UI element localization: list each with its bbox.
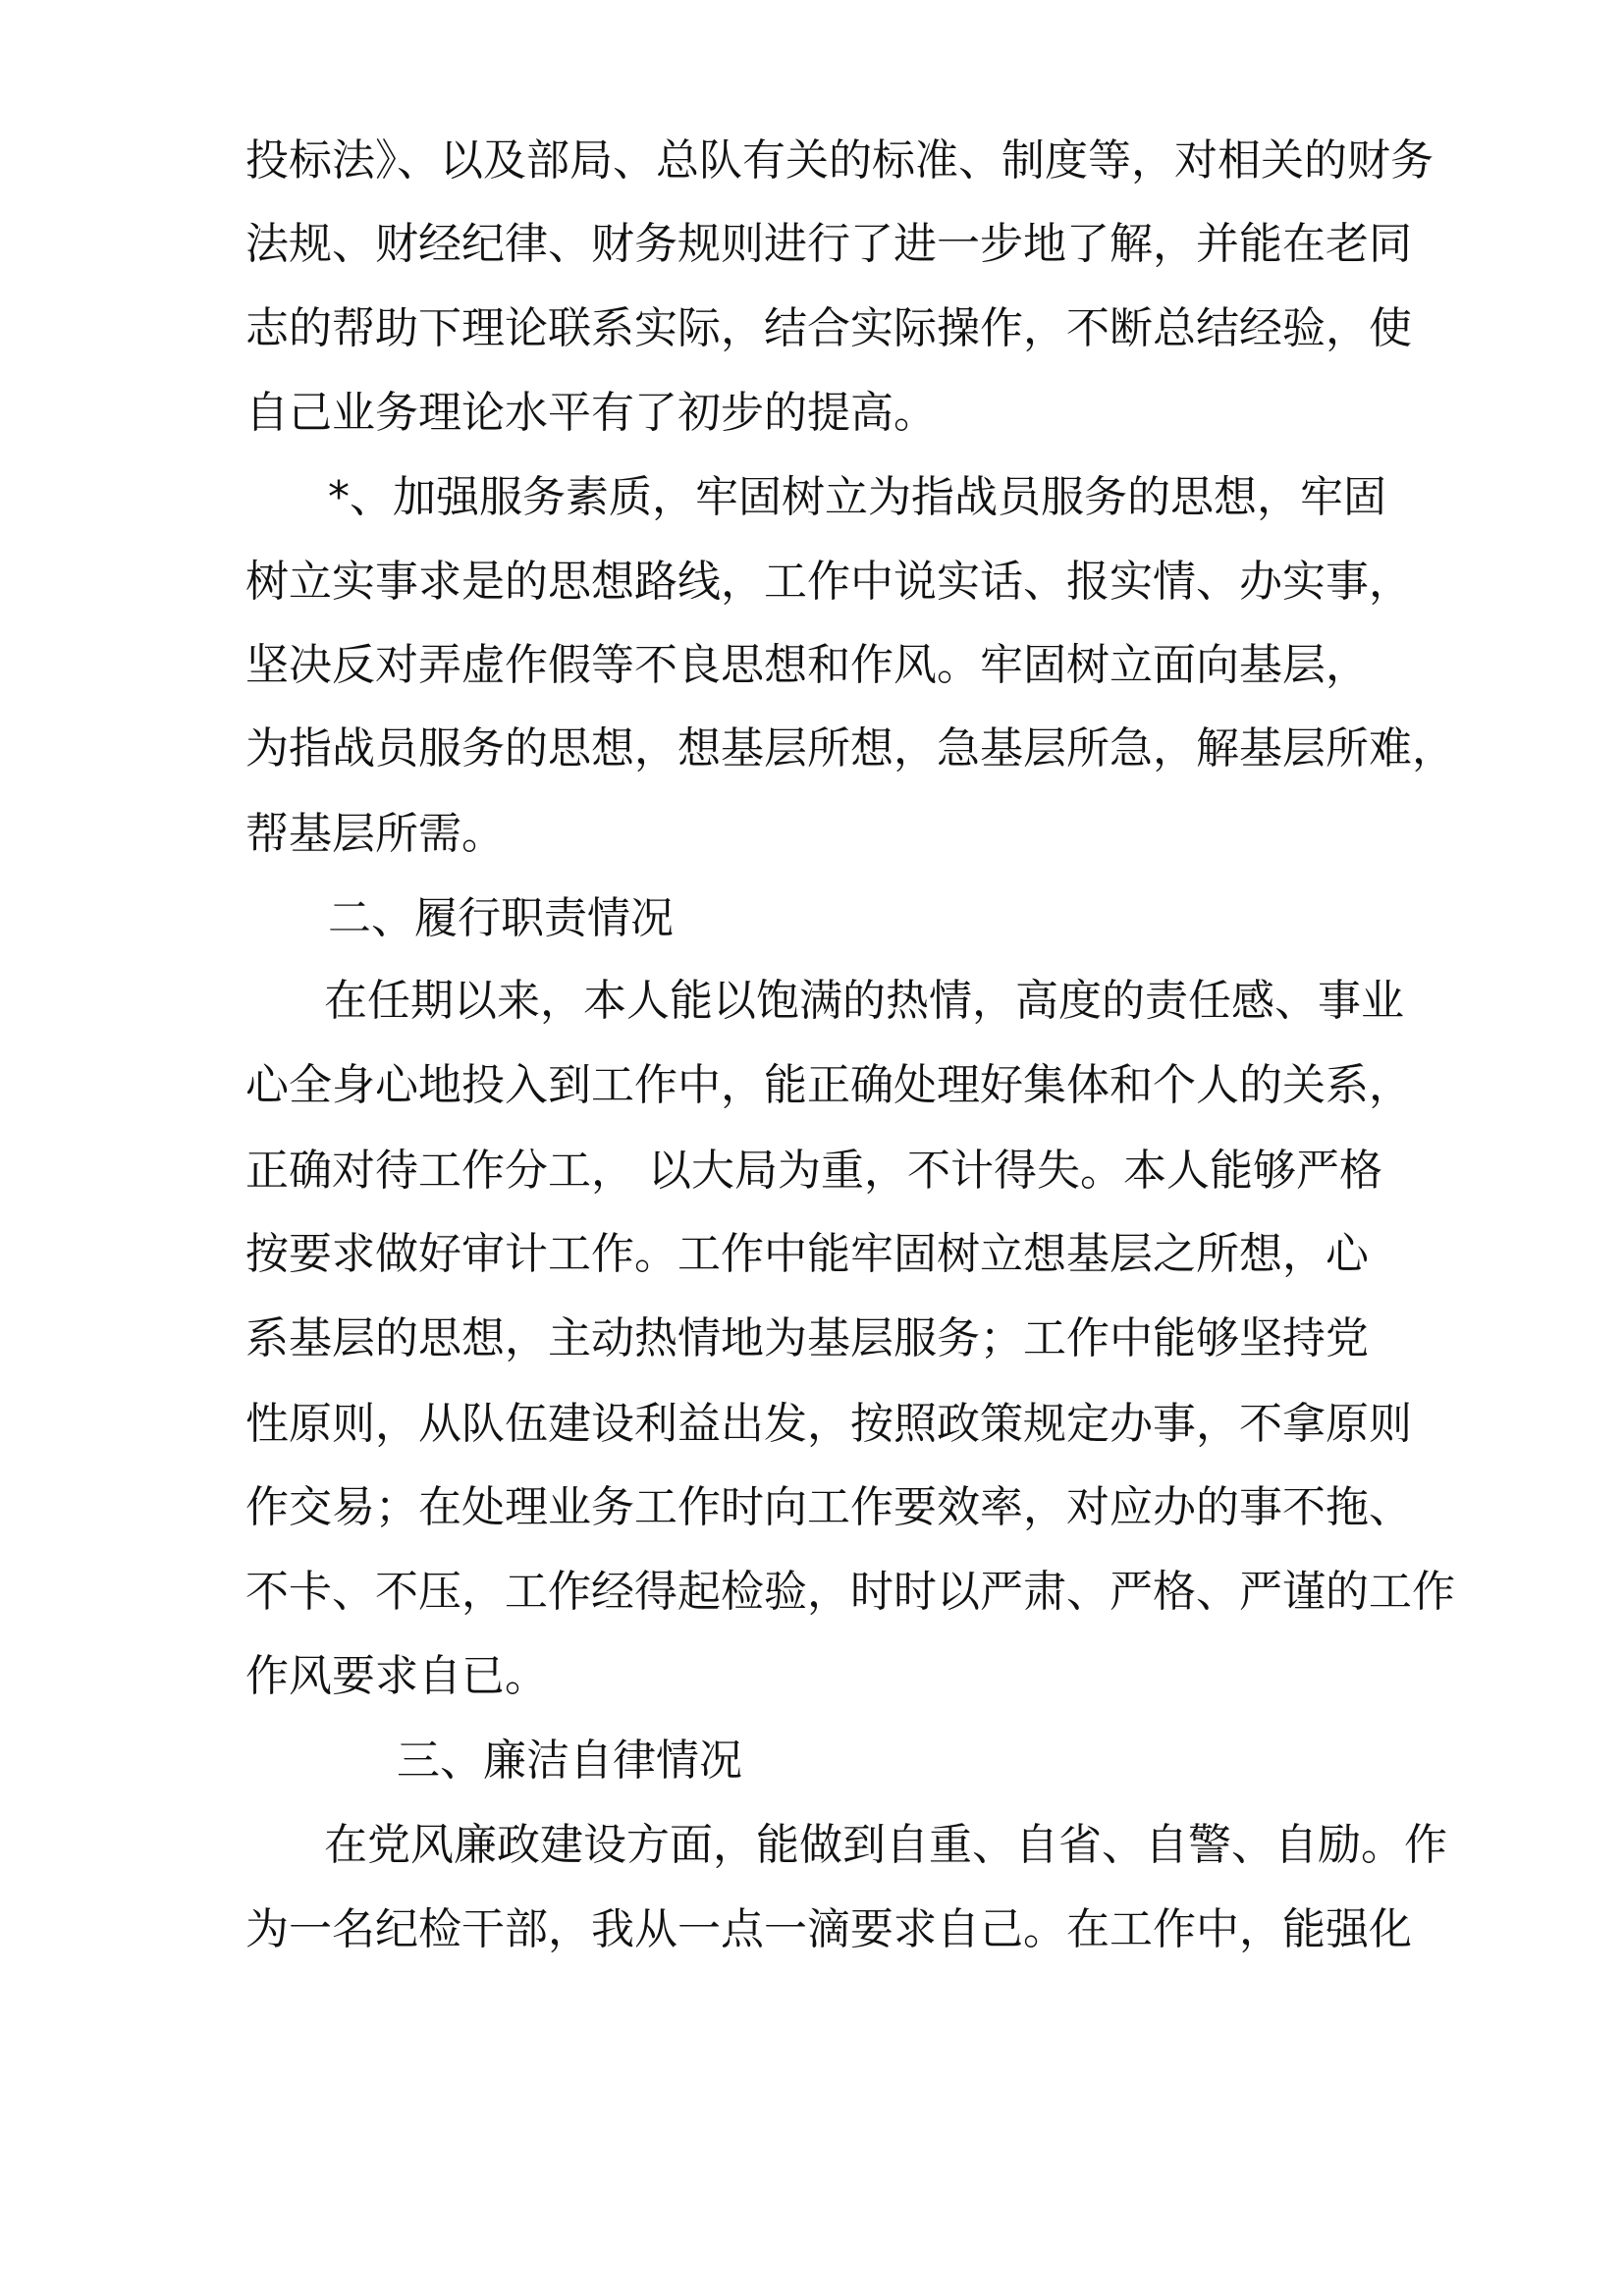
text-line: 按要求做好审计工作。工作中能牢固树立想基层之所想，心 (245, 1229, 1369, 1279)
text-line: 坚决反对弄虚作假等不良思想和作风。牢固树立面向基层， (245, 640, 1369, 690)
text-line: 系基层的思想，主动热情地为基层服务；工作中能够坚持党 (245, 1313, 1369, 1363)
text-line: 心全身心地投入到工作中，能正确处理好集体和个人的关系， (245, 1060, 1412, 1110)
text-line: 志的帮助下理论联系实际，结合实际操作，不断总结经验，使 (245, 303, 1412, 353)
text-line: 在任期以来，本人能以饱满的热情，高度的责任感、事业 (324, 976, 1404, 1026)
text-line: 不卡、不压，工作经得起检验，时时以严肃、严格、严谨的工作 (245, 1567, 1455, 1617)
text-line: 自己业务理论水平有了初步的提高。 (245, 388, 937, 438)
text-line: 为一名纪检干部，我从一点一滴要求自己。在工作中，能强化 (245, 1904, 1412, 1954)
text-line: *、加强服务素质，牢固树立为指战员服务的思想，牢固 (328, 472, 1386, 522)
text-line: 作交易；在处理业务工作时向工作要效率，对应办的事不拖、 (245, 1482, 1412, 1532)
text-line: 为指战员服务的思想，想基层所想，急基层所急，解基层所难， (245, 723, 1455, 774)
text-line: 帮基层所需。 (245, 809, 505, 859)
text-line: 正确对待工作分工， 以大局为重，不计得失。本人能够严格 (245, 1146, 1382, 1196)
section-heading: 二、履行职责情况 (328, 893, 674, 943)
text-line: 树立实事求是的思想路线，工作中说实话、报实情、办实事， (245, 557, 1412, 607)
text-line: 作风要求自已。 (245, 1651, 548, 1701)
text-line: 投标法》、以及部局、总队有关的标准、制度等，对相关的财务 (245, 135, 1434, 186)
text-line: 性原则，从队伍建设利益出发，按照政策规定办事，不拿原则 (245, 1399, 1412, 1449)
section-heading: 三、廉洁自律情况 (397, 1735, 742, 1786)
text-line: 在党风廉政建设方面，能做到自重、自省、自警、自励。作 (324, 1820, 1447, 1870)
text-line: 法规、财经纪律、财务规则进行了进一步地了解，并能在老同 (245, 219, 1412, 269)
